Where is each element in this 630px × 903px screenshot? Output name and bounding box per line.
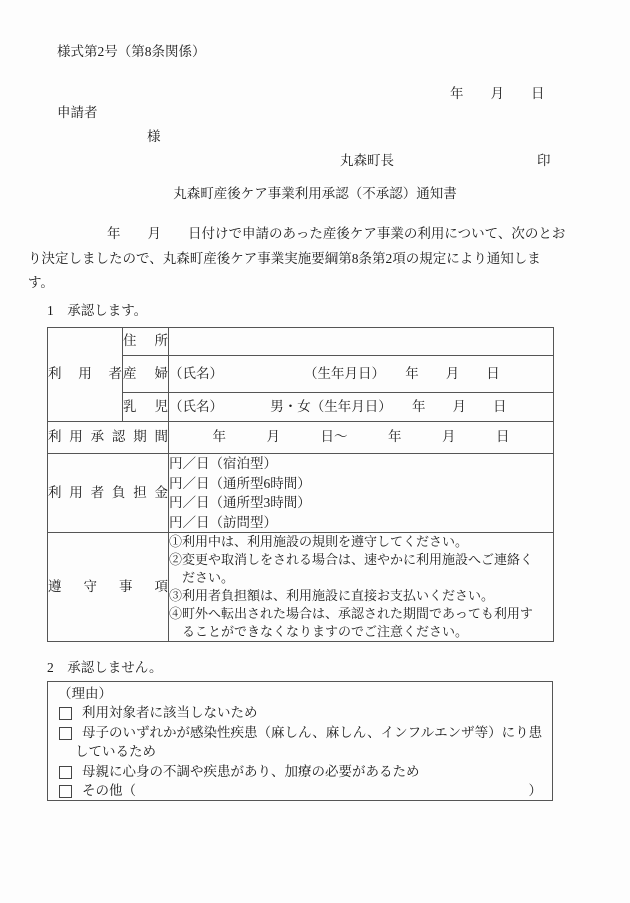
reason-row-not-eligible [58,703,542,722]
fee-line: 円／日（宿泊型） [169,456,277,471]
address-value-cell [169,328,554,356]
body-paragraph [28,222,565,296]
body-line: り決定しましたので、丸森町産後ケア事業実施要綱第8条第2項の規定により通知しま [28,250,541,266]
denial-heading: 2 承認しません。 [47,660,163,675]
table-row-rules [48,533,554,642]
seal-mark: 印 [537,153,551,168]
infant-label-cell: 乳児 [123,393,169,422]
checkbox-icon[interactable] [59,785,72,798]
fee-label-cell: 利用者負担金 [48,454,169,533]
checkbox-icon[interactable] [59,766,72,779]
fee-line: 円／日（通所型6時間） [169,475,311,491]
rule-line: ①利用中は、利用施設の規則を遵守してください。 [169,534,469,549]
document-title: 丸森町産後ケア事業利用承認（不承認）通知書 [173,186,457,201]
table-row-period [48,422,554,454]
infant-value-cell: （氏名） 男・女（生年月日） 年 月 日 [169,393,554,422]
table-row-fee [48,454,554,533]
reason-text: 母親に心身の不調や疾患があり、加療の必要があるため [82,763,420,779]
body-line: す。 [28,275,54,290]
rules-label-cell: 遵守事項 [48,533,169,642]
address-label-cell: 住所 [123,328,169,356]
rule-line: ることができなくなりますのでご注意ください。 [169,624,469,639]
table-row-mother [48,356,554,393]
mother-value-cell: （氏名） （生年月日） 年 月 日 [169,356,554,393]
fee-value-cell [169,454,554,533]
reason-text: 母子のいずれかが感染性疾患（麻しん、麻しん、インフルエンザ等）にり患 [82,724,543,740]
reason-label: （理由） [58,686,112,701]
reason-text: その他（ [82,783,136,799]
rule-line: ださい。 [169,570,235,585]
denial-reasons-box [47,681,553,801]
applicant-honorific: 様 [147,129,161,144]
period-value-cell: 年 月 日～ 年 月 日 [169,422,554,454]
reason-row-infectious-disease [58,723,542,742]
approval-table [47,327,554,642]
body-line: 年 月 日付けで申請のあった産後ケア事業の利用について、次のとお [107,226,566,241]
user-label-cell: 利用者 [48,328,123,422]
fee-line: 円／日（訪問型） [169,514,277,530]
rules-value-cell [169,533,554,642]
table-row-infant [48,393,554,422]
form-number: 様式第2号（第8条関係） [57,44,206,59]
reason-text: 利用対象者に該当しないため [82,705,258,721]
reason-row-other [58,781,542,800]
mother-label-cell: 産婦 [123,356,169,393]
fee-line: 円／日（通所型3時間） [169,495,311,510]
rule-line: ②変更や取消しをされる場合は、速やかに利用施設へご連絡く [169,552,534,567]
rule-line: ③利用者負担額は、利用施設に直接お支払いください。 [169,588,495,603]
approval-heading: 1 承認します。 [47,303,148,318]
issue-date: 年 月 日 [450,86,545,101]
mayor-name: 丸森町長 [340,153,394,168]
rule-line: ④町外へ転出された場合は、承認された期間であっても利用す [169,606,533,621]
period-label-cell: 利用承認期間 [48,422,169,454]
reason-row-mother-illness [58,762,542,781]
table-row-address [48,328,554,356]
close-paren: ） [528,783,542,799]
checkbox-icon[interactable] [59,727,72,740]
applicant-label: 申請者 [57,105,98,120]
reason-text-continuation: しているため [75,744,156,760]
checkbox-icon[interactable] [59,707,72,720]
